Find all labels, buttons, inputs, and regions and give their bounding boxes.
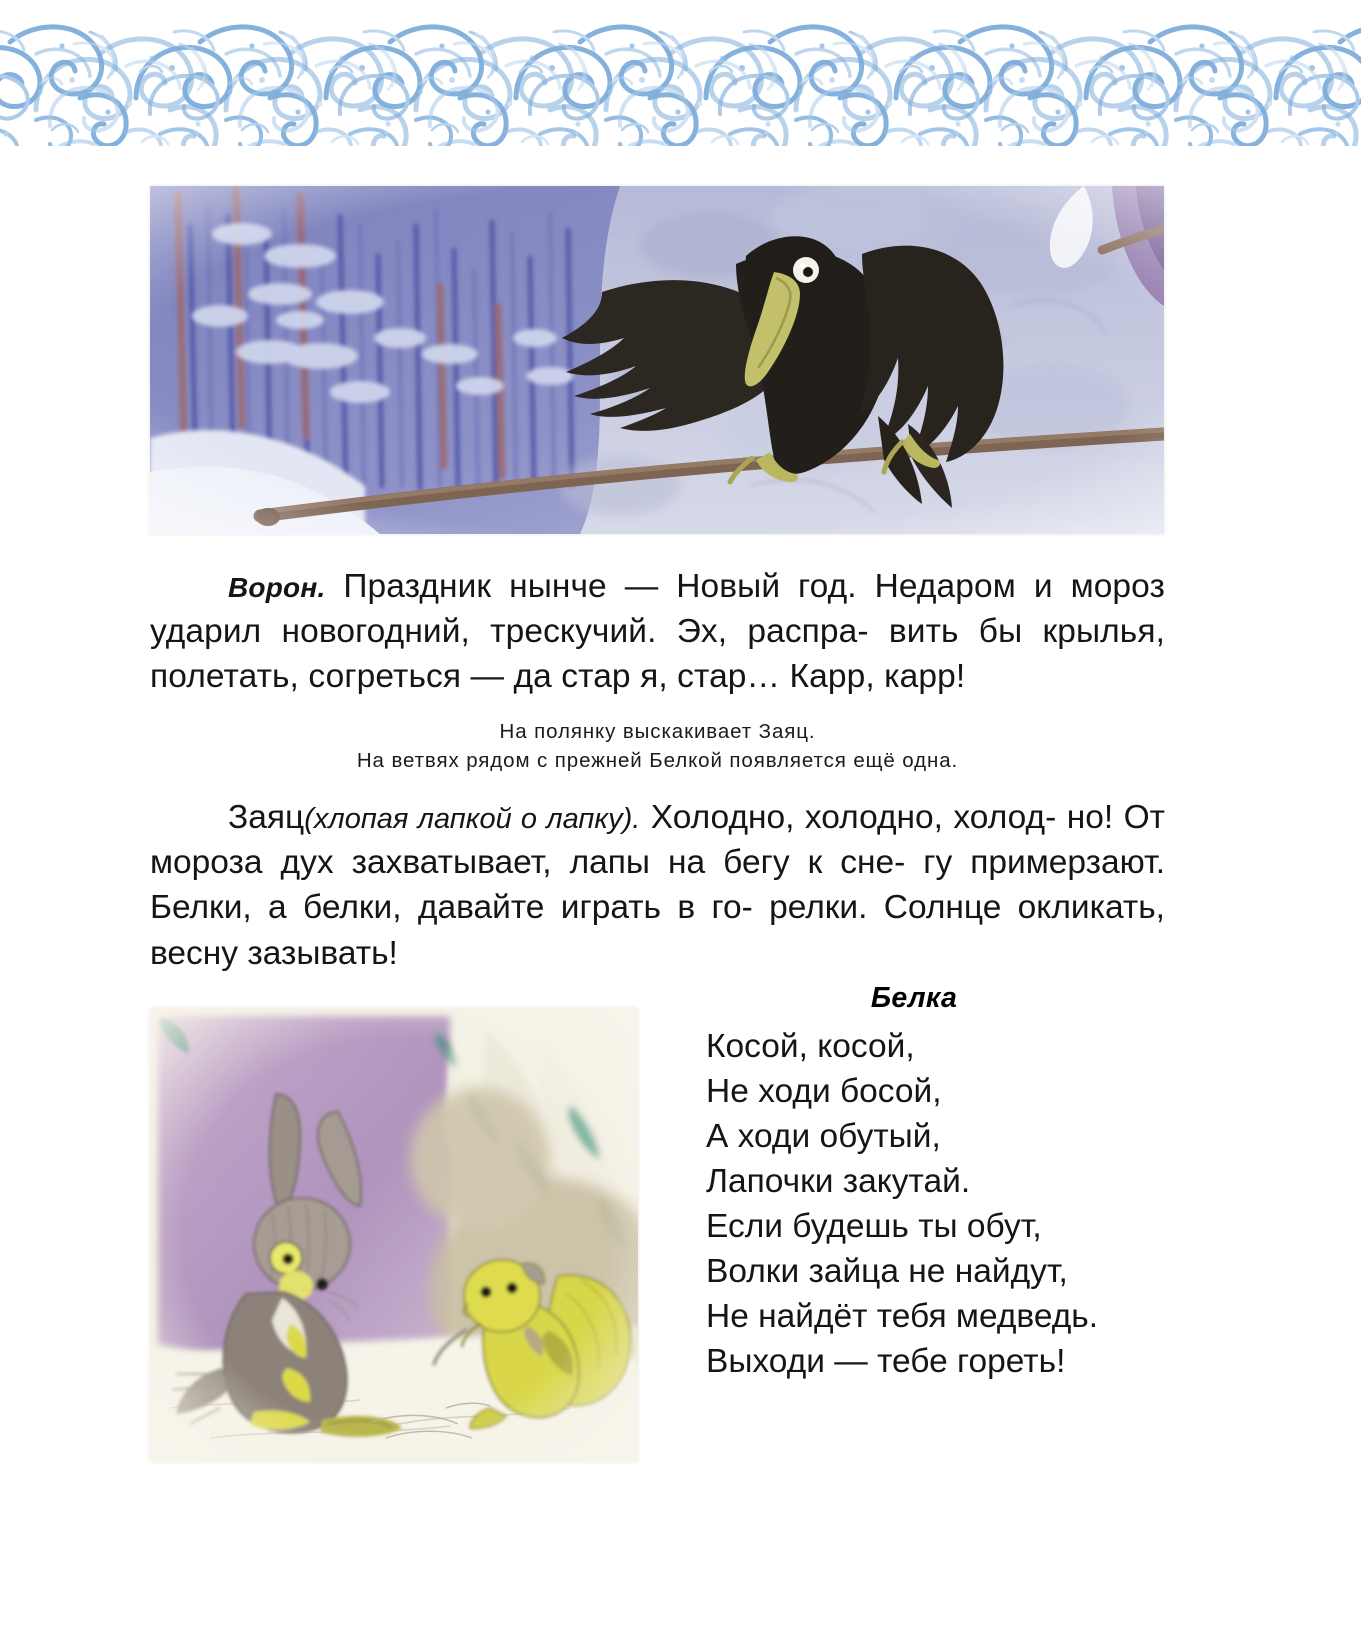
poem-line: Не ходи босой, (706, 1072, 942, 1110)
zayac-line-1: Холодно, холодно, холод- (640, 799, 1057, 837)
page-content-column (150, 186, 1165, 1452)
voron-line-3: вить бы крылья, полетать, согреться — да стар я, (150, 613, 1165, 696)
speaker-label-zayac: Заяц (228, 799, 305, 837)
stage-direction-line-2: На ветвях рядом с прежней Белкой появляется ещё одна. (356, 749, 959, 773)
voron-line-4: стар… Карр, карр! (677, 658, 966, 696)
stage-direction-line-1: На полянку выскакивает Заяц. (499, 720, 816, 744)
illustration-raven-on-branch (150, 186, 1164, 534)
poem-block (674, 982, 1164, 1384)
poem-line: А ходи обутый, (706, 1117, 941, 1155)
speaker-label-voron: Ворон. (228, 572, 326, 603)
poem-title-belka: Белка (870, 981, 958, 1014)
poem-line: Косой, косой, (706, 1027, 915, 1065)
stage-directions (150, 717, 1165, 775)
illustration-hare-and-squirrel (150, 1008, 638, 1462)
zayac-stage-note: (хлопая лапкой о лапку). (304, 803, 641, 836)
poem-line: Выходи — тебе гореть! (706, 1342, 1066, 1380)
voron-line-2: и мороз ударил новогодний, трескучий. Эх, распра- (150, 568, 1165, 651)
paragraph-voron (150, 564, 1165, 699)
zayac-line-3: гу примерзают. Белки, а белки, давайте играть в го- (150, 844, 1165, 927)
paragraph-zayac (150, 795, 1165, 975)
voron-line-1: Праздник нынче — Новый год. Недаром (343, 568, 1016, 605)
poem-line: Не найдёт тебя медведь. (706, 1297, 1099, 1335)
poem-line: Если будешь ты обут, (706, 1207, 1042, 1245)
lower-section (150, 982, 1165, 1452)
decorative-header-ornament (0, 0, 1361, 160)
zayac-line-4: релки. Солнце окликать, весну зазывать! (150, 889, 1165, 972)
poem-line: Волки зайца не найдут, (706, 1252, 1068, 1290)
poem-line: Лапочки закутай. (706, 1162, 971, 1200)
poem-lines (674, 1024, 1164, 1384)
zayac-line-2: но! От мороза дух захватывает, лапы на бегу к сне- (150, 799, 1166, 882)
